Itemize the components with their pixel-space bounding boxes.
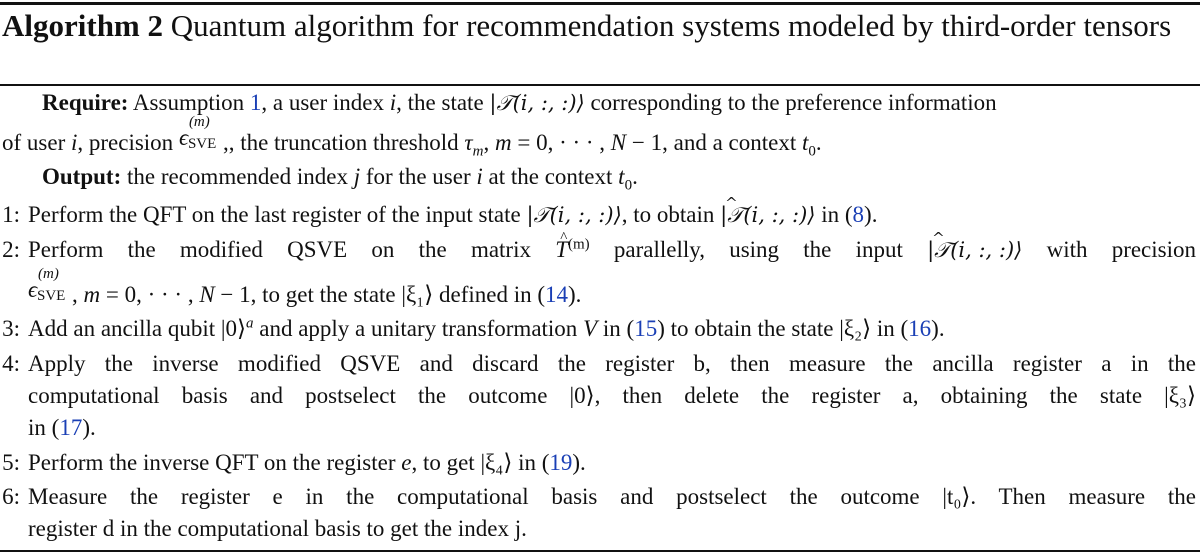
bottom-rule [0, 550, 1200, 552]
eq-15-link[interactable]: 15 [634, 316, 658, 341]
eq-14-link[interactable]: 14 [545, 282, 569, 307]
eq-17-link[interactable]: 17 [59, 415, 83, 440]
step-number: 3: [2, 316, 20, 341]
eq-16-link[interactable]: 16 [908, 316, 932, 341]
precision-epsilon: ϵ (m) SVE [178, 114, 217, 152]
title-rule [0, 84, 1200, 86]
step-number: 4: [2, 351, 20, 376]
algorithm-title [2, 8, 1198, 44]
assumption-ref-link[interactable]: 1 [249, 90, 262, 115]
tensor-state: |𝒯(i, :, :)⟩ [489, 91, 585, 115]
require-line-1: Require: Assumption 1, a user index i, the state |𝒯(i, :, :)⟩ corresponding to the preference information [42, 90, 997, 115]
step-2-text-line-2: ϵ (m) SVE , m = 0, · · · , N − 1, to get the state |ξ₁⟩ defined in (14). [28, 266, 582, 307]
step-number: 6: [2, 484, 20, 509]
precision-epsilon: ϵ (m) SVE [28, 266, 66, 304]
step-2-text-line-1: Perform the modified QSVE on the matrix ^ $T^{(m)}$ parallelly, using the input ^ |𝒯(i, :, :)⟩ with precision [28, 236, 1196, 264]
step-5-text: Perform the inverse QFT on the register e, to get |ξ₄⟩ in (19). [28, 450, 586, 475]
eq-19-link[interactable]: 19 [549, 450, 573, 475]
output-label: Output: [42, 164, 122, 189]
step-4-text-line-3: in (17). [28, 415, 96, 440]
algorithm-title-text: Quantum algorithm for recommendation systems modeled by third-order tensors [163, 8, 1172, 43]
step-number: 1: [2, 202, 20, 227]
require-line-2: of user i, precision ϵ (m) SVE ,, the truncation threshold $\tau_m$, m = 0, · · · , N − 1, and a context $t_0$. [2, 114, 822, 160]
step-number: 2: [2, 237, 20, 262]
step-6-text-line-1: Measure the register e in the computational basis and postselect the outcome |t₀⟩. Then measure the [28, 484, 1196, 509]
step-3-text: Add an ancilla qubit |0⟩$^a$ and apply a unitary transformation V in (15) to obtain the state |ξ₂⟩ in (16). [28, 315, 945, 341]
algorithm-number: Algorithm 2 [2, 8, 164, 43]
step-6-text-line-2: register d in the computational basis to get the index j. [28, 516, 527, 541]
require-label: Require: [42, 90, 129, 115]
step-4-text-line-2: computational basis and postselect the outcome |0⟩, then delete the register a, obtaining the state |ξ₃⟩ [28, 383, 1196, 408]
step-number: 5: [2, 450, 20, 475]
eq-8-link[interactable]: 8 [852, 202, 865, 227]
top-rule [0, 2, 1200, 5]
output-line: Output: the recommended index j for the user i at the context $t_0$. [42, 164, 638, 194]
step-1-text: Perform the QFT on the last register of the input state |𝒯(i, :, :)⟩, to obtain ^ |𝒯(i, :, :)⟩ in (8). [28, 201, 877, 229]
step-4-text-line-1: Apply the inverse modified QSVE and discard the register b, then measure the ancilla register a in the [28, 351, 1196, 376]
